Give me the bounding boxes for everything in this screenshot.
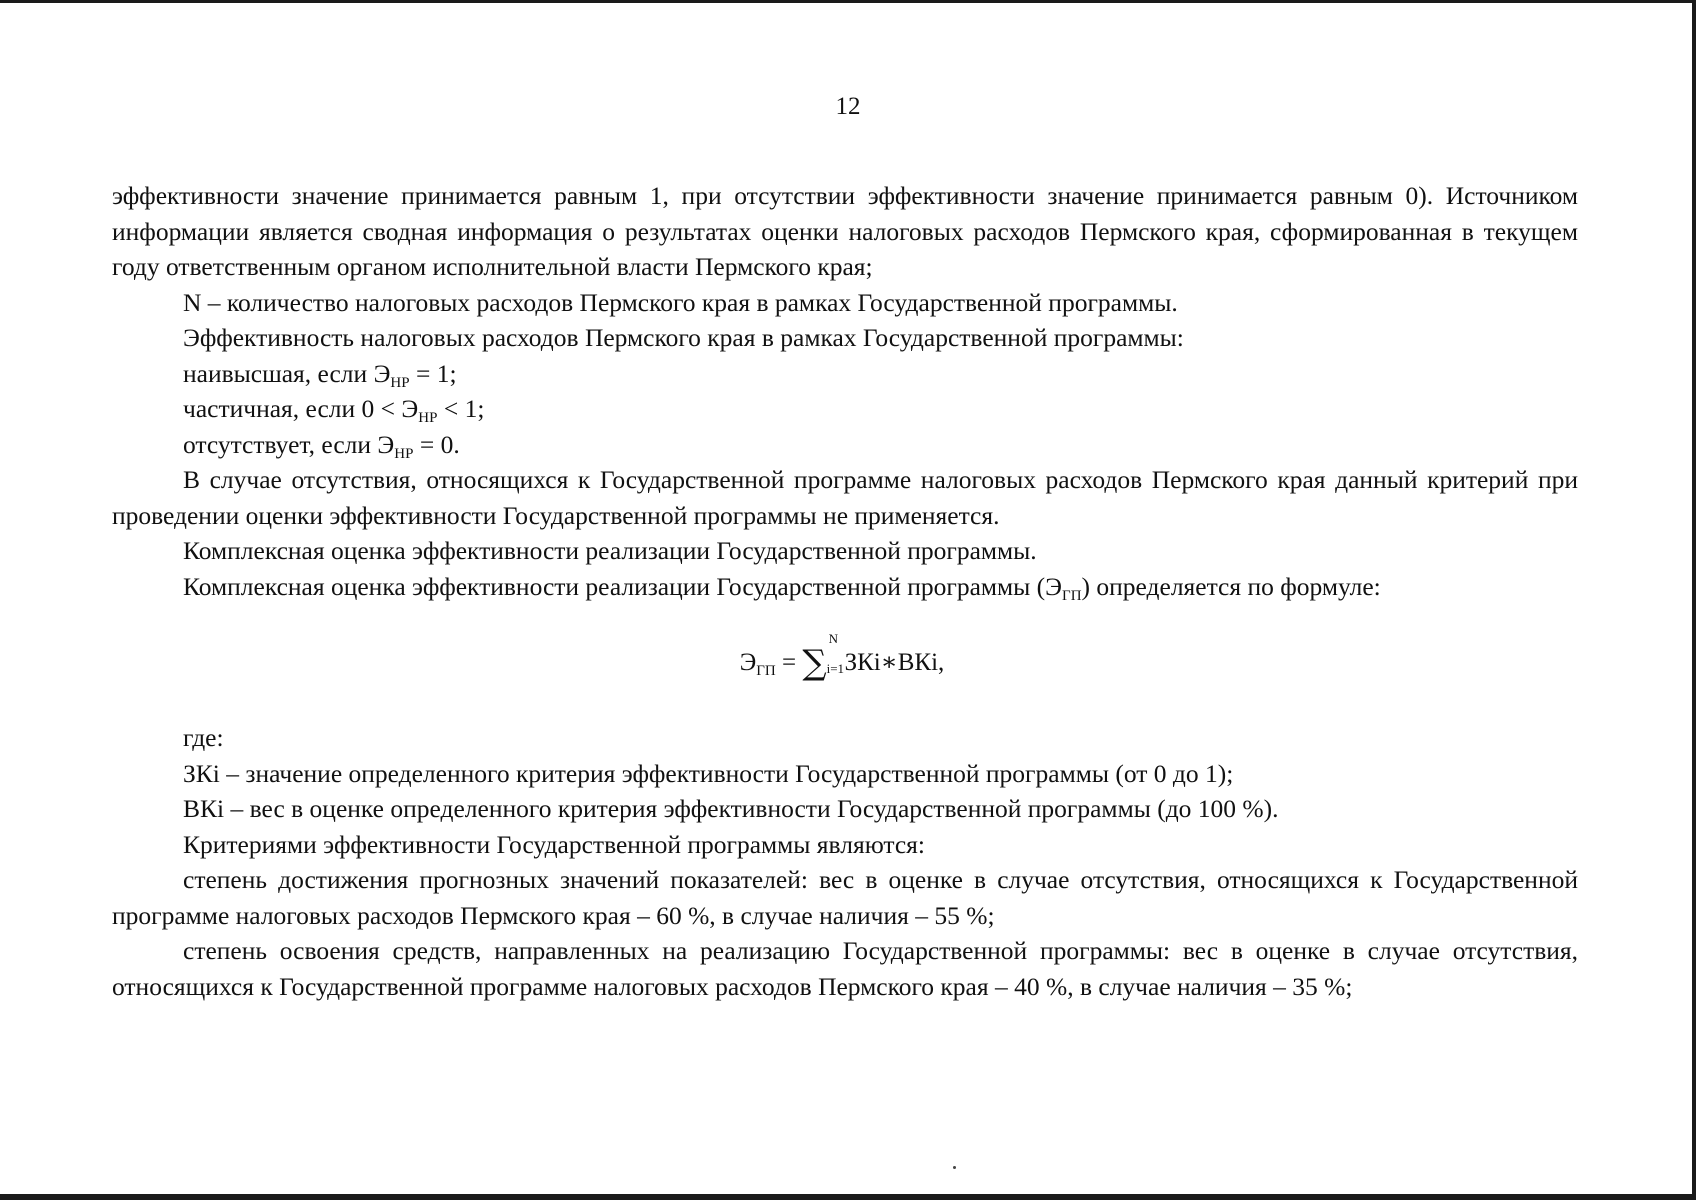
symbol-e-hp: $Э_{НР}$ <box>373 358 410 391</box>
formula-block <box>112 604 1578 720</box>
section-heading-complex-assessment: Комплексная оценка эффективности реализации Государственной программы. <box>183 536 1037 565</box>
paragraph-formula-intro: Комплексная оценка эффективности реализации Государственной программы $(Э_{ГП})$ определяется по формуле: <box>183 571 1381 604</box>
formula-lhs: $Э_{ГП}$ <box>739 649 776 679</box>
definition-zki: ЗКi – значение определенного критерия эффективности Государственной программы (от 0 до 1); <box>183 758 1234 788</box>
formula: $Э_{ГП}$ = ∑ N i=1 ЗКi∗ВКi, <box>739 631 945 683</box>
where-label: где: <box>183 723 224 752</box>
paragraph-absence-case: В случае отсутствия, относящихся к Государственной программе налоговых расходов Пермского края данный критерий при проведении оценки эффективности Государственной программы не применяется. <box>112 465 1578 530</box>
paragraph-efficiency-levels: Эффективность налоговых расходов Пермского края в рамках Государственной программы: <box>183 323 1184 352</box>
document-body <box>112 178 1578 1004</box>
level-partial: частичная, если $0 < Э_{НР} < 1$; <box>183 394 485 426</box>
sum-upper-limit: N <box>828 631 838 646</box>
criterion-forecast-values: степень достижения прогнозных значений показателей: вес в оценке в случае отсутствия, относящихся к Государственной программе налоговых расходов Пермского края – 60 %, в случае наличия – 55 %; <box>112 865 1578 930</box>
criterion-funds-utilization: степень освоения средств, направленных на реализацию Государственной программы: вес в оценке в случае отсутствия, относящихся к Государственной программе налоговых расходов Пермского края – 40 %, в случае наличия – 35 %; <box>112 936 1578 1001</box>
symbol-e-hp: $Э_{НР}$ <box>377 429 414 462</box>
definition-vki: ВКi – вес в оценке определенного критерия эффективности Государственной программы (до 100 %). <box>183 794 1279 823</box>
criteria-heading: Критериями эффективности Государственной программы являются: <box>183 829 925 859</box>
symbol-e-hp: $Э_{НР}$ <box>401 394 438 426</box>
paragraph-n-definition: N – количество налоговых расходов Пермского края в рамках Государственной программы. <box>183 287 1178 317</box>
paragraph-continuation: эффективности значение принимается равным 1, при отсутствии эффективности значение принимается равным 0). Источником информации является сводная информация о результатах оценки налоговых расходов Пермского края, сформированная в текущем году ответственным органом исполнительной власти Пермского края; <box>112 181 1578 281</box>
page-number: 12 <box>835 93 861 120</box>
sum-symbol: ∑ <box>802 643 827 683</box>
sum-lower-limit: i=1 <box>826 661 845 676</box>
symbol-e-gp: $Э_{ГП}$ <box>1045 571 1082 604</box>
level-absent: отсутствует, если $Э_{НР} = 0$. <box>183 429 460 462</box>
formula-rhs: ЗКi∗ВКi, <box>844 649 945 676</box>
sum-limits <box>826 631 845 676</box>
level-highest: наивысшая, если $Э_{НР} = 1$; <box>183 358 457 391</box>
scan-speck <box>953 1166 956 1169</box>
